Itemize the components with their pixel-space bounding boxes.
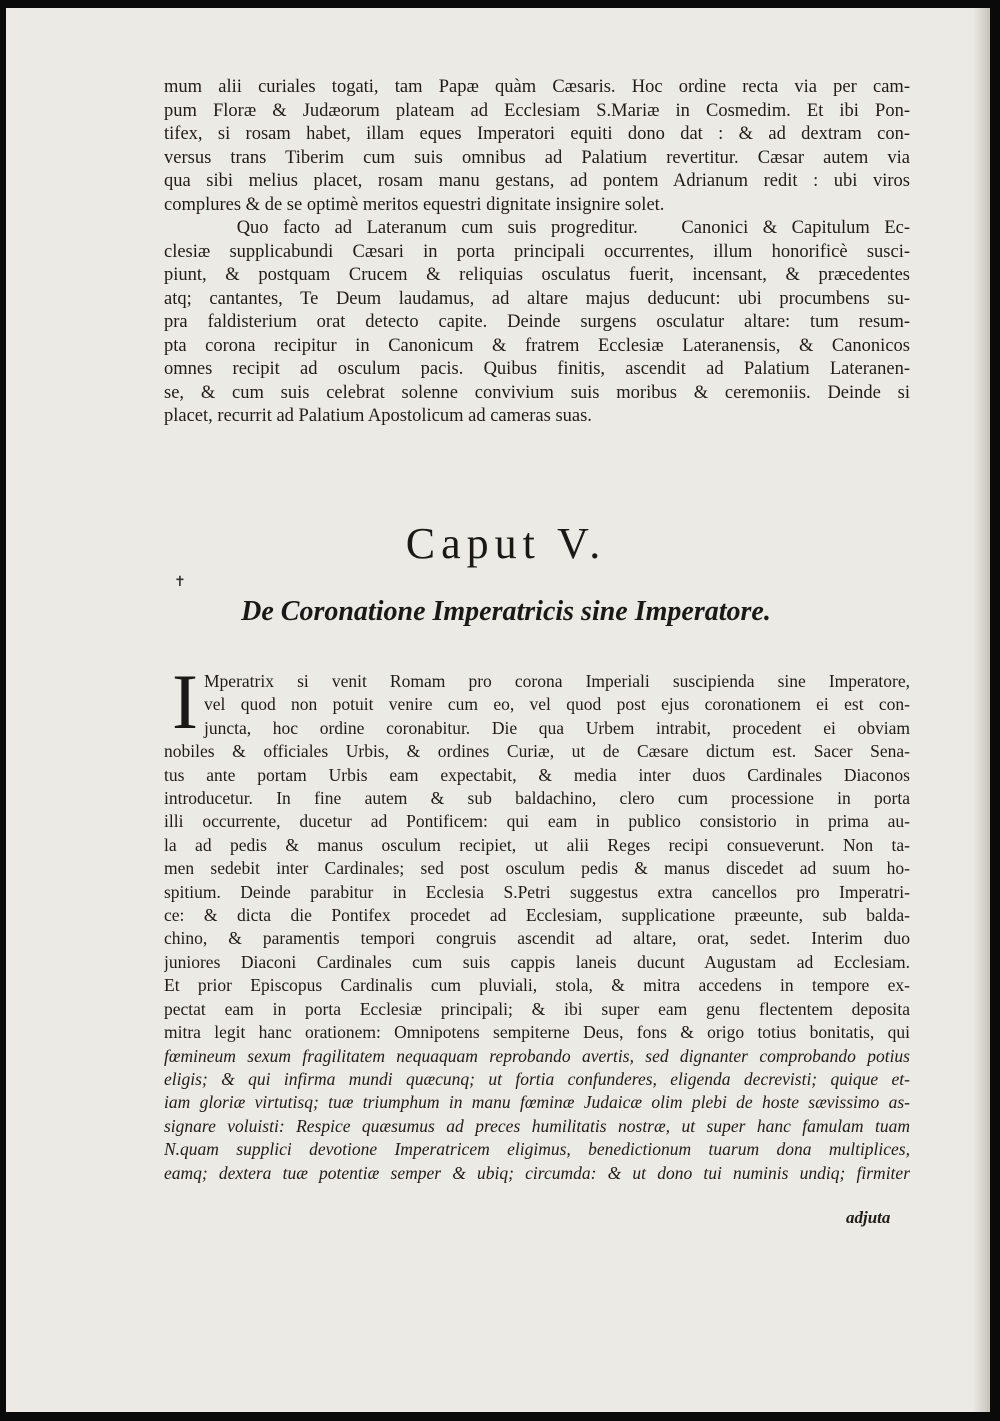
text-line: illi occurrente, ducetur ad Pontificem: qui eam in publico consistorio in prima au- [164,811,910,832]
chapter-subtitle: De Coronatione Imperatricis sine Imperatore. [241,596,771,627]
chapter-heading: Caput V. [405,519,607,568]
text-line: chino, & paramentis tempori congruis ascendit ad altare, orat, sedet. Interim duo [164,928,910,949]
text-line: complures & de se optimè meritos equestri dignitate insignire solet. [164,194,665,215]
text-line: men sedebit inter Cardinales; sed post osculum pedis & manus discedet ad suum ho- [164,858,910,879]
text-line: eamq; dextera tuæ potentiæ semper & ubiq; circumda: & ut dono tui numinis undiq; firmiter [164,1162,910,1183]
text-line: pum Floræ & Judæorum plateam ad Ecclesiam S.Mariæ in Cosmedim. Et ibi Pon- [164,100,910,121]
drop-cap: I [172,658,198,745]
text-line: iam gloriæ virtutisq; tuæ triumphum in manu fœminæ Judaicæ olim plebi de hoste sævissimo as- [164,1092,910,1113]
text-line: pta corona recipitur in Canonicum & fratrem Ecclesiæ Lateranensis, & Canonicos [164,335,910,356]
marginal-mark-icon: ✝ [174,574,186,590]
text-line: N.quam supplici devotione Imperatricem eligimus, benedictionum tuarum dona multiplices, [164,1139,910,1160]
text-line: introducetur. In fine autem & sub baldachino, clero cum processione in porta [164,788,910,809]
book-page [6,8,990,1412]
text-line: placet, recurrit ad Palatium Apostolicum ad cameras suas. [164,406,592,426]
text-line: Quo facto ad Lateranum cum suis progreditur. Canonici & Capitulum Ec- [164,218,910,238]
text-line: clesiæ supplicabundi Cæsari in porta principali occurrentes, illum honorificè susci- [164,241,910,262]
text-line: eligis; & qui infirma mundi quæcunq; ut fortia confunderes, eligenda decrevisti; quique et- [164,1068,910,1089]
text-line: piunt, & postquam Crucem & reliquias osculatus fuerit, incensant, & præcedentes [164,265,910,285]
text-line: signare voluisti: Respice quæsumus ad preces humilitatis nostræ, ut super hanc famulam tuam [164,1115,910,1136]
text-line: tus ante portam Urbis eam expectabit, & media inter duos Cardinales Diaconos [164,764,910,785]
text-line: qua sibi melius placet, rosam manu gestans, ad pontem Adrianum redit : ubi viros [164,171,910,191]
text-line: la ad pedis & manus osculum recipiet, ut alii Reges recipi consueverunt. Non ta- [164,834,910,855]
text-line: versus trans Tiberim cum suis omnibus ad Palatium revertitur. Cæsar autem via [164,147,910,168]
text-line: pectat eam in porta Ecclesiæ principali; & ibi super eam genu flectentem deposita [164,998,910,1019]
text-line: mum alii curiales togati, tam Papæ quàm Cæsaris. Hoc ordine recta via per cam- [164,77,910,97]
text-line: tifex, si rosam habet, illam eques Imperatori equiti dono dat : & ad dextram con- [164,124,910,144]
text-line: ce: & dicta die Pontifex procedet ad Ecclesiam, supplicatione præeunte, sub balda- [164,905,910,926]
text-line: Mperatrix si venit Romam pro corona Imperiali suscipienda sine Imperatore, [204,671,910,691]
text-line: mitra legit hanc orationem: Omnipotens sempiterne Deus, fons & origo totius bonitatis, qui [164,1022,910,1043]
text-line: juniores Diaconi Cardinales cum suis cappis laneis ducunt Augustam ad Ecclesiam. [164,951,910,972]
catchword: adjuta [846,1208,891,1227]
text-line: fœmineum sexum fragilitatem nequaquam reprobando avertis, sed dignanter comprobando potius [164,1045,910,1066]
text-line: juncta, hoc ordine coronabitur. Die qua Urbem intrabit, procedent ei obviam [204,717,910,738]
text-line: se, & cum suis celebrat solenne convivium suis moribus & ceremoniis. Deinde si [164,382,910,403]
text-line: spitium. Deinde parabitur in Ecclesia S.Petri suggestus extra cancellos pro Imperatri- [164,881,910,902]
text-line: vel quod non potuit venire cum eo, vel quod post ejus coronationem ei est con- [204,694,910,715]
text-line: omnes recipit ad osculum pacis. Quibus finitis, ascendit ad Palatium Lateranen- [164,359,910,379]
chapter-body [164,670,910,1185]
top-paragraphs [164,76,910,429]
text-line: nobiles & officiales Urbis, & ordines Curiæ, ut de Cæsare dictum est. Sacer Sena- [164,741,910,762]
text-line: atq; cantantes, Te Deum laudamus, ad altare majus deducunt: ubi procumbens su- [164,288,910,309]
text-line: pra faldisterium orat detecto capite. Deinde surgens osculatur altare: tum resum- [164,312,910,332]
text-line: Et prior Episcopus Cardinalis cum pluviali, stola, & mitra accedens in tempore ex- [164,975,910,996]
